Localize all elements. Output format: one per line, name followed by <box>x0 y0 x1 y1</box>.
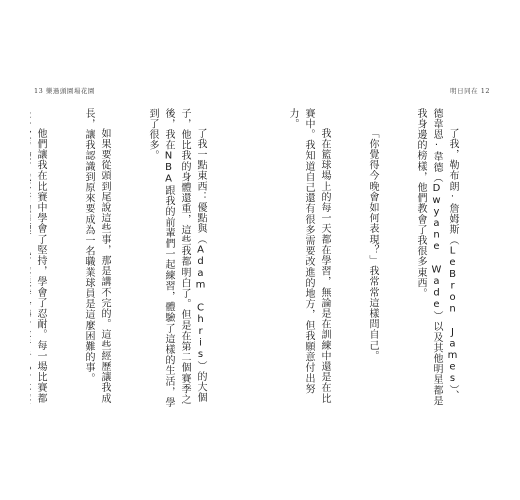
right-paragraph: 了我，勒布朗·詹姆斯（LeBron James）、德韋恩·韋德（Dwyane Wade）以及其他明星都是我身邊的榜樣，他們教會了我很多東西。 <box>415 108 458 407</box>
right-paragraph: 「你覺得今晚會如何表現？」我常常這樣問自己。 <box>367 128 378 362</box>
right-page <box>272 108 492 408</box>
header-right: 明日同在 12 <box>450 87 490 95</box>
left-page <box>30 108 240 408</box>
header-left: 13 樂過頭園場花園 <box>34 87 95 95</box>
right-paragraph: 我在籃球場上的每一天都在學習，無論是在訓練中還是在比賽中。我知道自己還有很多需要改進的地方，但我願意付出努力。 <box>287 108 330 404</box>
left-paragraph: 如果要從頭到尾說這些事，那是講不完的。這些經歷讓我成長，讓我認識到原來要成為一名職業球員是這麼困難的事。 <box>83 108 110 404</box>
right-page-text <box>272 108 492 408</box>
left-paragraph: 他們讓我在比賽中學會了堅持，學會了忍耐。每一場比賽都 <box>35 128 46 404</box>
left-paragraph: 了我一點東西：優點與（Adam Chris）的大個子，他比我的身體還重，這些我都明白了。但是在第二個賽季之後，我在NBA跟我的前輩們一起練習，體驗了這樣的生活，學到了很多。 <box>147 108 206 408</box>
left-page-text <box>30 108 240 408</box>
